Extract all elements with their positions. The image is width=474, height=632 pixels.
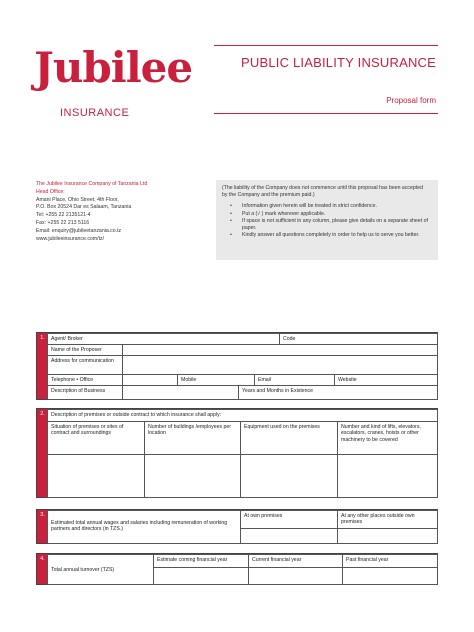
header-top-rule (214, 45, 438, 46)
years-existence-field[interactable] (238, 385, 438, 400)
other-places-field[interactable] (337, 510, 438, 544)
equipment-column[interactable] (240, 421, 338, 498)
agent-broker-label: Agent/ Broker (51, 336, 83, 342)
turnover-divider (153, 567, 438, 568)
website-label: Website (338, 377, 357, 383)
company-address-line2: P.O. Box 20524 Dar es Salaam, Tanzania (36, 204, 132, 211)
mobile-label: Mobile (181, 377, 197, 383)
company-name: The Jubilee Insurance Company of Tanzania Ltd (36, 181, 148, 187)
company-fax: Fax: +255 22 213 5116 (36, 219, 90, 226)
code-label: Code (283, 336, 296, 342)
situation-column[interactable] (47, 421, 145, 498)
own-premises-field[interactable] (240, 510, 338, 544)
buildings-column[interactable] (144, 421, 241, 498)
form-title: PUBLIC LIABILITY INSURANCE (241, 55, 436, 70)
form-subtitle: Proposal form (386, 96, 436, 105)
notice-intro: (The liability of the Company does not commence until this proposal has been accepted by the Company and the premium paid.) (222, 185, 423, 199)
telephone-label: Telephone • Office (51, 377, 94, 383)
other-places-label: At any other places outside own premises (341, 513, 415, 526)
head-office-label: Head Office: (36, 188, 65, 195)
past-year-label: Past financial year (346, 557, 389, 563)
premises-heading-text: Description of premises or outside contract to which insurance shall apply: (51, 412, 222, 418)
label-address (47, 355, 123, 375)
notice-item: • Kindly answer all questions completely in order to help us to serve you better. (230, 232, 428, 239)
label-business (47, 385, 123, 400)
equipment-label: Equipment used on the premises (244, 424, 320, 430)
business-label: Description of Business (51, 388, 106, 394)
past-year-field[interactable] (342, 554, 438, 585)
company-contact-block (36, 181, 186, 243)
section-number: 3. (37, 510, 48, 543)
company-address-line1: Amani Place, Ohio Street, 4th Floor, (36, 196, 119, 203)
buildings-label: Number of buildings /employees per location (148, 424, 232, 437)
situation-label: Situation of premises or sites of contract and surroundings (51, 424, 124, 437)
estimate-year-label: Estimate coming financial year (157, 557, 228, 563)
turnover-label-cell (47, 554, 154, 585)
header-bottom-rule (214, 113, 438, 114)
notice-item: • Information given herein will be treated in strict confidence. (230, 203, 428, 210)
email-label: Email (258, 377, 271, 383)
notice-item: • If space is not sufficient in any column, please give details on a separate sheet of paper. (230, 218, 428, 232)
notice-box (216, 180, 438, 260)
proposer-name-label: Name of the Proposer (51, 347, 102, 353)
section-number: 2. (37, 409, 48, 497)
address-label: Address for communication (51, 358, 114, 364)
years-existence-label: Years and Months in Existence (242, 388, 314, 394)
premises-header-divider (47, 454, 438, 455)
logo-wordmark: Jubilee (34, 43, 193, 92)
section-number: 4. (37, 554, 48, 584)
wages-divider (240, 528, 438, 529)
turnover-label: Total annual turnover (TZS) (51, 567, 115, 573)
current-year-label: Current financial year (252, 557, 302, 563)
estimate-year-field[interactable] (153, 554, 249, 585)
address-input[interactable] (122, 355, 438, 375)
company-email: Email: enquiry@jubileetanzania.co.tz (36, 227, 122, 234)
company-website: www.jubileeinsurance.com/tz/ (36, 235, 105, 242)
notice-item: • Put a (√ ) mark wherever applicable. (230, 211, 428, 218)
lifts-label: Number and kind of lifts, elevators, escalators, cranes, hoists or other machinery to be covered (341, 424, 421, 443)
company-telephone: Tel: +255 22 2135121-4 (36, 212, 91, 219)
logo-subtitle: INSURANCE (60, 107, 130, 119)
jubilee-logo (34, 43, 193, 119)
wages-label: Estimated total annual wages and salaries including remuneration of working partners and directors (in TZS.) (51, 520, 228, 533)
current-year-field[interactable] (248, 554, 343, 585)
section-number: 1. (37, 333, 48, 399)
wages-label-cell (47, 510, 241, 544)
business-input[interactable] (122, 385, 239, 400)
own-premises-label: At own premises (244, 513, 283, 519)
lifts-column[interactable] (337, 421, 438, 498)
notice-list (222, 203, 428, 239)
